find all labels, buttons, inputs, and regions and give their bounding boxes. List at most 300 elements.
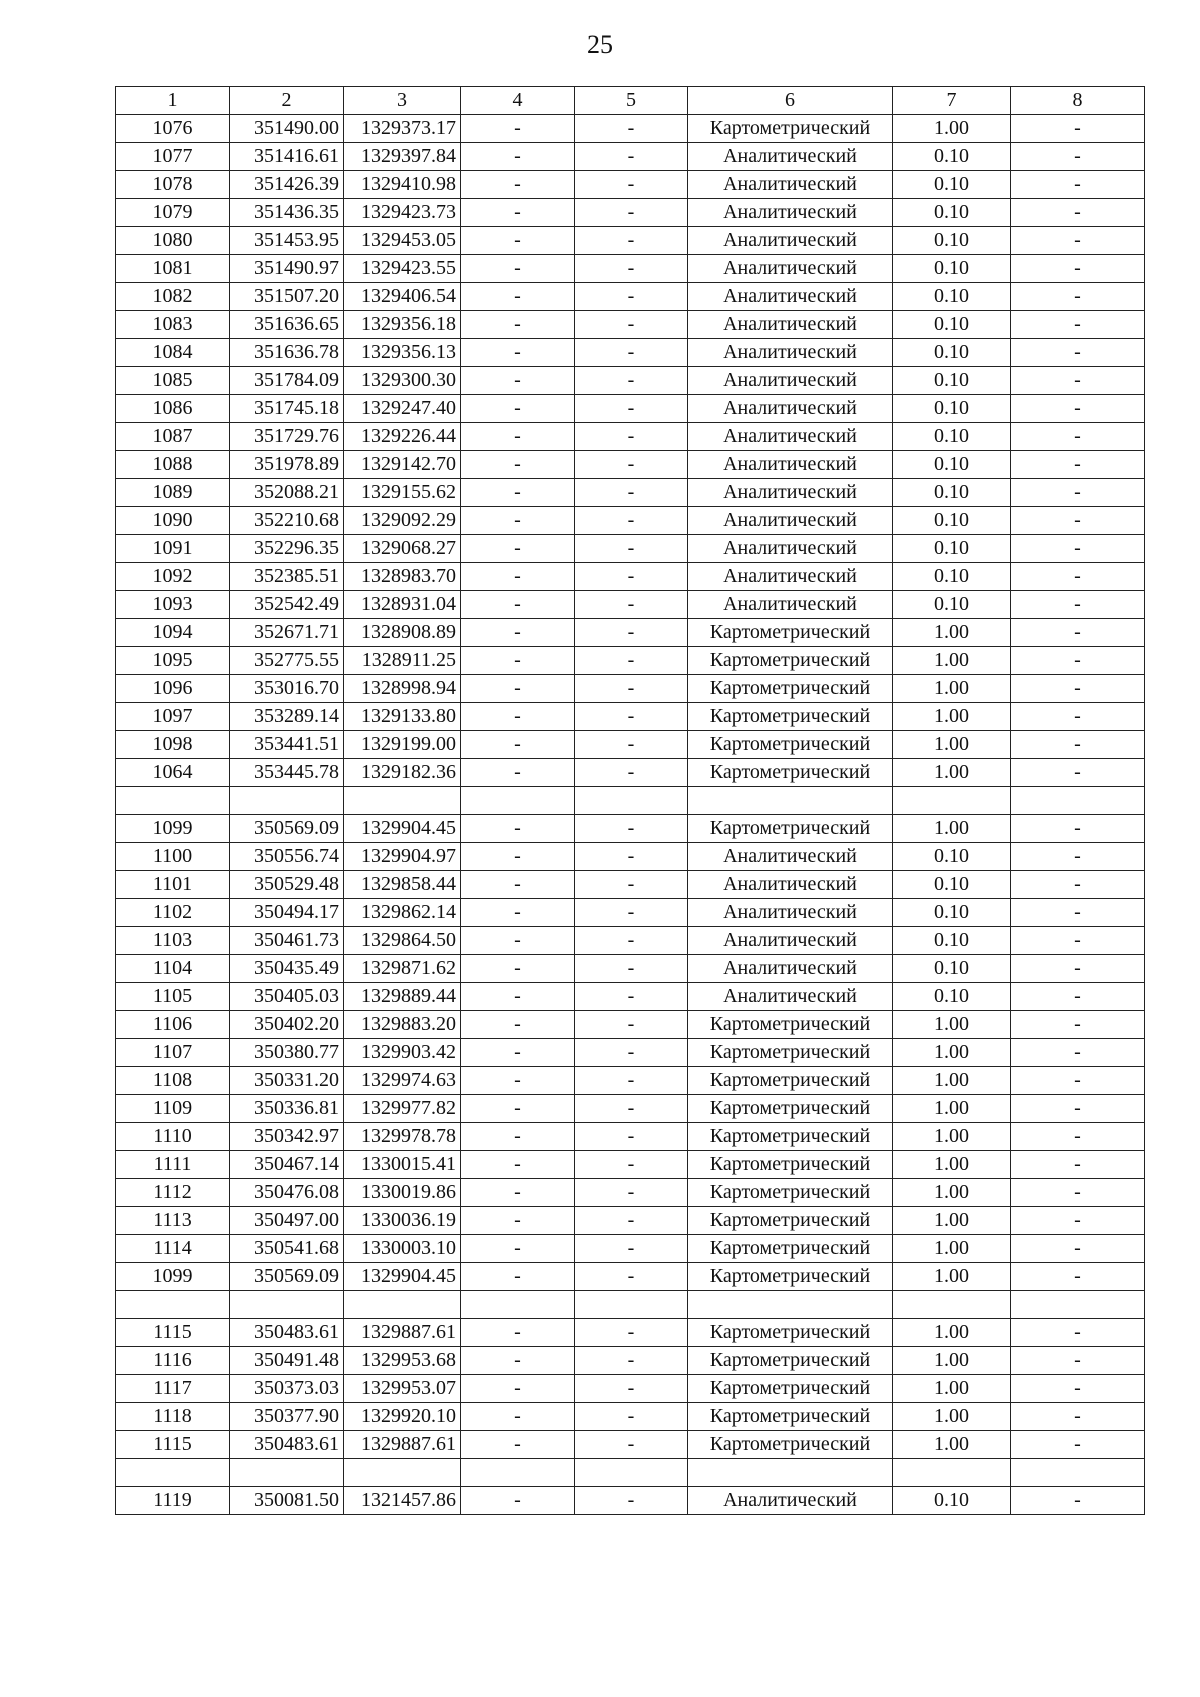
accuracy-cell: 0.10 xyxy=(893,255,1011,283)
x-coordinate-cell: 351490.00 xyxy=(230,115,344,143)
col8-cell: - xyxy=(1011,479,1145,507)
y-coordinate-cell: 1330036.19 xyxy=(344,1207,461,1235)
point-number-cell: 1119 xyxy=(116,1487,230,1515)
column-header: 6 xyxy=(688,87,893,115)
col8-cell: - xyxy=(1011,339,1145,367)
point-number-cell: 1083 xyxy=(116,311,230,339)
col5-cell: - xyxy=(575,927,688,955)
method-cell: Аналитический xyxy=(688,255,893,283)
col5-cell: - xyxy=(575,451,688,479)
col8-cell: - xyxy=(1011,731,1145,759)
x-coordinate-cell: 353289.14 xyxy=(230,703,344,731)
point-number-cell: 1097 xyxy=(116,703,230,731)
table-row xyxy=(116,675,1145,703)
point-number-cell: 1100 xyxy=(116,843,230,871)
col8-cell: - xyxy=(1011,983,1145,1011)
method-cell: Аналитический xyxy=(688,143,893,171)
accuracy-cell: 1.00 xyxy=(893,815,1011,843)
column-header: 7 xyxy=(893,87,1011,115)
accuracy-cell: 1.00 xyxy=(893,1207,1011,1235)
y-coordinate-cell: 1329883.20 xyxy=(344,1011,461,1039)
col5-cell: - xyxy=(575,1403,688,1431)
point-number-cell: 1103 xyxy=(116,927,230,955)
col4-cell xyxy=(461,787,575,815)
table-row xyxy=(116,843,1145,871)
col5-cell: - xyxy=(575,1067,688,1095)
point-number-cell: 1085 xyxy=(116,367,230,395)
point-number-cell: 1079 xyxy=(116,199,230,227)
x-coordinate-cell: 352542.49 xyxy=(230,591,344,619)
col8-cell: - xyxy=(1011,955,1145,983)
accuracy-cell: 1.00 xyxy=(893,1375,1011,1403)
accuracy-cell: 1.00 xyxy=(893,731,1011,759)
point-number-cell: 1101 xyxy=(116,871,230,899)
x-coordinate-cell: 351636.78 xyxy=(230,339,344,367)
col4-cell: - xyxy=(461,1039,575,1067)
y-coordinate-cell: 1329423.55 xyxy=(344,255,461,283)
table-row xyxy=(116,1235,1145,1263)
table-row xyxy=(116,815,1145,843)
point-number-cell: 1115 xyxy=(116,1319,230,1347)
accuracy-cell: 1.00 xyxy=(893,1011,1011,1039)
y-coordinate-cell: 1329373.17 xyxy=(344,115,461,143)
x-coordinate-cell: 352385.51 xyxy=(230,563,344,591)
x-coordinate-cell: 351784.09 xyxy=(230,367,344,395)
point-number-cell: 1092 xyxy=(116,563,230,591)
col5-cell: - xyxy=(575,283,688,311)
accuracy-cell: 0.10 xyxy=(893,983,1011,1011)
col5-cell: - xyxy=(575,703,688,731)
table-row xyxy=(116,451,1145,479)
point-number-cell: 1082 xyxy=(116,283,230,311)
method-cell: Картометрический xyxy=(688,703,893,731)
col4-cell: - xyxy=(461,535,575,563)
col4-cell: - xyxy=(461,395,575,423)
accuracy-cell: 1.00 xyxy=(893,759,1011,787)
col5-cell: - xyxy=(575,1011,688,1039)
y-coordinate-cell: 1329862.14 xyxy=(344,899,461,927)
point-number-cell: 1115 xyxy=(116,1431,230,1459)
col8-cell: - xyxy=(1011,1263,1145,1291)
accuracy-cell: 1.00 xyxy=(893,1235,1011,1263)
method-cell: Аналитический xyxy=(688,227,893,255)
column-header: 2 xyxy=(230,87,344,115)
x-coordinate-cell: 351636.65 xyxy=(230,311,344,339)
table-row xyxy=(116,199,1145,227)
col4-cell: - xyxy=(461,1123,575,1151)
x-coordinate-cell: 350461.73 xyxy=(230,927,344,955)
col5-cell: - xyxy=(575,647,688,675)
method-cell: Аналитический xyxy=(688,199,893,227)
col5-cell xyxy=(575,1291,688,1319)
table-row xyxy=(116,787,1145,815)
col8-cell: - xyxy=(1011,927,1145,955)
point-number-cell: 1077 xyxy=(116,143,230,171)
accuracy-cell: 1.00 xyxy=(893,1431,1011,1459)
point-number-cell: 1094 xyxy=(116,619,230,647)
method-cell: Аналитический xyxy=(688,1487,893,1515)
method-cell: Картометрический xyxy=(688,1319,893,1347)
col8-cell: - xyxy=(1011,1011,1145,1039)
table-row xyxy=(116,955,1145,983)
col4-cell: - xyxy=(461,927,575,955)
table-row xyxy=(116,1151,1145,1179)
col4-cell: - xyxy=(461,1347,575,1375)
y-coordinate-cell: 1329953.07 xyxy=(344,1375,461,1403)
y-coordinate-cell: 1329133.80 xyxy=(344,703,461,731)
accuracy-cell: 1.00 xyxy=(893,1151,1011,1179)
table-row xyxy=(116,703,1145,731)
y-coordinate-cell: 1329887.61 xyxy=(344,1319,461,1347)
method-cell: Аналитический xyxy=(688,983,893,1011)
table-row xyxy=(116,1095,1145,1123)
accuracy-cell: 0.10 xyxy=(893,479,1011,507)
accuracy-cell: 1.00 xyxy=(893,1039,1011,1067)
point-number-cell: 1112 xyxy=(116,1179,230,1207)
col5-cell: - xyxy=(575,479,688,507)
col5-cell: - xyxy=(575,1207,688,1235)
method-cell: Аналитический xyxy=(688,927,893,955)
x-coordinate-cell: 350380.77 xyxy=(230,1039,344,1067)
y-coordinate-cell: 1329871.62 xyxy=(344,955,461,983)
col8-cell: - xyxy=(1011,115,1145,143)
col4-cell: - xyxy=(461,591,575,619)
x-coordinate-cell: 350497.00 xyxy=(230,1207,344,1235)
accuracy-cell: 0.10 xyxy=(893,311,1011,339)
method-cell: Аналитический xyxy=(688,563,893,591)
point-number-cell: 1111 xyxy=(116,1151,230,1179)
method-cell: Аналитический xyxy=(688,171,893,199)
x-coordinate-cell xyxy=(230,1291,344,1319)
method-cell: Аналитический xyxy=(688,479,893,507)
method-cell: Аналитический xyxy=(688,339,893,367)
point-number-cell: 1104 xyxy=(116,955,230,983)
col8-cell: - xyxy=(1011,815,1145,843)
x-coordinate-cell: 350494.17 xyxy=(230,899,344,927)
point-number-cell: 1091 xyxy=(116,535,230,563)
y-coordinate-cell: 1328911.25 xyxy=(344,647,461,675)
table-row xyxy=(116,535,1145,563)
method-cell: Картометрический xyxy=(688,675,893,703)
method-cell: Картометрический xyxy=(688,1067,893,1095)
method-cell: Картометрический xyxy=(688,115,893,143)
point-number-cell: 1114 xyxy=(116,1235,230,1263)
table-row xyxy=(116,591,1145,619)
col4-cell: - xyxy=(461,1207,575,1235)
y-coordinate-cell: 1329356.18 xyxy=(344,311,461,339)
y-coordinate-cell: 1329300.30 xyxy=(344,367,461,395)
x-coordinate-cell: 351436.35 xyxy=(230,199,344,227)
y-coordinate-cell: 1329423.73 xyxy=(344,199,461,227)
method-cell xyxy=(688,1291,893,1319)
table-row xyxy=(116,1067,1145,1095)
x-coordinate-cell: 351490.97 xyxy=(230,255,344,283)
col8-cell: - xyxy=(1011,591,1145,619)
col5-cell: - xyxy=(575,1319,688,1347)
col4-cell: - xyxy=(461,563,575,591)
y-coordinate-cell: 1321457.86 xyxy=(344,1487,461,1515)
method-cell: Аналитический xyxy=(688,843,893,871)
table-row xyxy=(116,899,1145,927)
accuracy-cell: 1.00 xyxy=(893,1179,1011,1207)
x-coordinate-cell: 350476.08 xyxy=(230,1179,344,1207)
accuracy-cell xyxy=(893,1459,1011,1487)
point-number-cell: 1106 xyxy=(116,1011,230,1039)
point-number-cell: 1105 xyxy=(116,983,230,1011)
coordinates-table xyxy=(115,86,1145,1515)
col8-cell: - xyxy=(1011,563,1145,591)
col5-cell: - xyxy=(575,1235,688,1263)
method-cell: Аналитический xyxy=(688,367,893,395)
accuracy-cell: 0.10 xyxy=(893,843,1011,871)
y-coordinate-cell: 1329397.84 xyxy=(344,143,461,171)
x-coordinate-cell: 351729.76 xyxy=(230,423,344,451)
table-row xyxy=(116,1179,1145,1207)
col8-cell: - xyxy=(1011,1431,1145,1459)
method-cell: Картометрический xyxy=(688,1347,893,1375)
x-coordinate-cell: 352296.35 xyxy=(230,535,344,563)
col4-cell: - xyxy=(461,367,575,395)
col5-cell: - xyxy=(575,1487,688,1515)
x-coordinate-cell: 350342.97 xyxy=(230,1123,344,1151)
col8-cell: - xyxy=(1011,1039,1145,1067)
y-coordinate-cell: 1328983.70 xyxy=(344,563,461,591)
x-coordinate-cell: 350569.09 xyxy=(230,815,344,843)
col8-cell: - xyxy=(1011,703,1145,731)
col5-cell: - xyxy=(575,1263,688,1291)
col8-cell: - xyxy=(1011,1123,1145,1151)
point-number-cell: 1107 xyxy=(116,1039,230,1067)
col5-cell: - xyxy=(575,983,688,1011)
y-coordinate-cell: 1329092.29 xyxy=(344,507,461,535)
method-cell: Аналитический xyxy=(688,899,893,927)
point-number-cell xyxy=(116,1291,230,1319)
y-coordinate-cell: 1329182.36 xyxy=(344,759,461,787)
y-coordinate-cell: 1330019.86 xyxy=(344,1179,461,1207)
accuracy-cell: 0.10 xyxy=(893,871,1011,899)
col5-cell: - xyxy=(575,1347,688,1375)
table-row xyxy=(116,1431,1145,1459)
accuracy-cell: 1.00 xyxy=(893,1095,1011,1123)
accuracy-cell: 1.00 xyxy=(893,1263,1011,1291)
col4-cell xyxy=(461,1459,575,1487)
table-row xyxy=(116,1319,1145,1347)
column-header: 4 xyxy=(461,87,575,115)
table-row xyxy=(116,255,1145,283)
method-cell: Аналитический xyxy=(688,451,893,479)
y-coordinate-cell: 1329858.44 xyxy=(344,871,461,899)
col4-cell: - xyxy=(461,1431,575,1459)
point-number-cell: 1096 xyxy=(116,675,230,703)
col8-cell: - xyxy=(1011,1375,1145,1403)
point-number-cell: 1099 xyxy=(116,1263,230,1291)
col5-cell: - xyxy=(575,1375,688,1403)
x-coordinate-cell xyxy=(230,1459,344,1487)
method-cell: Аналитический xyxy=(688,423,893,451)
method-cell: Картометрический xyxy=(688,1095,893,1123)
col5-cell: - xyxy=(575,1123,688,1151)
col5-cell: - xyxy=(575,143,688,171)
accuracy-cell: 0.10 xyxy=(893,171,1011,199)
point-number-cell: 1109 xyxy=(116,1095,230,1123)
table-row xyxy=(116,339,1145,367)
y-coordinate-cell: 1330015.41 xyxy=(344,1151,461,1179)
col5-cell: - xyxy=(575,591,688,619)
accuracy-cell: 1.00 xyxy=(893,1347,1011,1375)
y-coordinate-cell: 1329887.61 xyxy=(344,1431,461,1459)
col4-cell: - xyxy=(461,423,575,451)
method-cell: Картометрический xyxy=(688,647,893,675)
accuracy-cell: 0.10 xyxy=(893,955,1011,983)
table-row xyxy=(116,1375,1145,1403)
accuracy-cell: 0.10 xyxy=(893,563,1011,591)
col8-cell: - xyxy=(1011,1179,1145,1207)
col8-cell: - xyxy=(1011,647,1145,675)
x-coordinate-cell: 351745.18 xyxy=(230,395,344,423)
y-coordinate-cell: 1329904.97 xyxy=(344,843,461,871)
table-row xyxy=(116,1403,1145,1431)
col5-cell: - xyxy=(575,815,688,843)
y-coordinate-cell: 1329410.98 xyxy=(344,171,461,199)
x-coordinate-cell: 350569.09 xyxy=(230,1263,344,1291)
table-row xyxy=(116,983,1145,1011)
x-coordinate-cell: 350556.74 xyxy=(230,843,344,871)
col8-cell: - xyxy=(1011,199,1145,227)
method-cell: Аналитический xyxy=(688,591,893,619)
col8-cell xyxy=(1011,1291,1145,1319)
col8-cell: - xyxy=(1011,1067,1145,1095)
accuracy-cell: 0.10 xyxy=(893,507,1011,535)
col4-cell: - xyxy=(461,451,575,479)
col8-cell: - xyxy=(1011,899,1145,927)
col5-cell: - xyxy=(575,115,688,143)
accuracy-cell xyxy=(893,787,1011,815)
col5-cell xyxy=(575,1459,688,1487)
accuracy-cell xyxy=(893,1291,1011,1319)
x-coordinate-cell: 351416.61 xyxy=(230,143,344,171)
col8-cell: - xyxy=(1011,507,1145,535)
point-number-cell: 1110 xyxy=(116,1123,230,1151)
col8-cell: - xyxy=(1011,451,1145,479)
method-cell xyxy=(688,1459,893,1487)
col8-cell: - xyxy=(1011,535,1145,563)
x-coordinate-cell: 350541.68 xyxy=(230,1235,344,1263)
col5-cell: - xyxy=(575,871,688,899)
x-coordinate-cell: 350483.61 xyxy=(230,1319,344,1347)
y-coordinate-cell xyxy=(344,1459,461,1487)
point-number-cell: 1089 xyxy=(116,479,230,507)
table-row xyxy=(116,479,1145,507)
y-coordinate-cell: 1329155.62 xyxy=(344,479,461,507)
col4-cell: - xyxy=(461,1095,575,1123)
table-row xyxy=(116,507,1145,535)
y-coordinate-cell: 1329199.00 xyxy=(344,731,461,759)
table-row xyxy=(116,1487,1145,1515)
point-number-cell: 1116 xyxy=(116,1347,230,1375)
page-number: 25 xyxy=(587,30,613,59)
table-row xyxy=(116,927,1145,955)
y-coordinate-cell: 1328998.94 xyxy=(344,675,461,703)
method-cell: Картометрический xyxy=(688,1151,893,1179)
col5-cell: - xyxy=(575,843,688,871)
table-row xyxy=(116,563,1145,591)
col8-cell: - xyxy=(1011,871,1145,899)
method-cell: Аналитический xyxy=(688,395,893,423)
y-coordinate-cell: 1329889.44 xyxy=(344,983,461,1011)
col5-cell: - xyxy=(575,367,688,395)
accuracy-cell: 1.00 xyxy=(893,1067,1011,1095)
point-number-cell: 1078 xyxy=(116,171,230,199)
col8-cell: - xyxy=(1011,1207,1145,1235)
col4-cell: - xyxy=(461,899,575,927)
col5-cell: - xyxy=(575,171,688,199)
col8-cell: - xyxy=(1011,143,1145,171)
column-header: 1 xyxy=(116,87,230,115)
accuracy-cell: 0.10 xyxy=(893,927,1011,955)
col8-cell: - xyxy=(1011,759,1145,787)
point-number-cell: 1086 xyxy=(116,395,230,423)
col4-cell: - xyxy=(461,283,575,311)
method-cell: Картометрический xyxy=(688,1179,893,1207)
col4-cell: - xyxy=(461,255,575,283)
accuracy-cell: 1.00 xyxy=(893,619,1011,647)
y-coordinate-cell: 1328908.89 xyxy=(344,619,461,647)
table-row xyxy=(116,1291,1145,1319)
x-coordinate-cell: 353441.51 xyxy=(230,731,344,759)
y-coordinate-cell: 1330003.10 xyxy=(344,1235,461,1263)
col4-cell: - xyxy=(461,675,575,703)
accuracy-cell: 0.10 xyxy=(893,423,1011,451)
table-row xyxy=(116,1459,1145,1487)
col8-cell: - xyxy=(1011,255,1145,283)
col5-cell: - xyxy=(575,675,688,703)
point-number-cell: 1095 xyxy=(116,647,230,675)
col4-cell: - xyxy=(461,871,575,899)
table-row xyxy=(116,227,1145,255)
table-body xyxy=(116,115,1145,1515)
col4-cell xyxy=(461,1291,575,1319)
x-coordinate-cell: 351426.39 xyxy=(230,171,344,199)
col5-cell: - xyxy=(575,563,688,591)
col4-cell: - xyxy=(461,143,575,171)
table-row xyxy=(116,367,1145,395)
col5-cell: - xyxy=(575,955,688,983)
y-coordinate-cell: 1329904.45 xyxy=(344,815,461,843)
table-row xyxy=(116,759,1145,787)
col8-cell: - xyxy=(1011,1235,1145,1263)
table-row xyxy=(116,423,1145,451)
point-number-cell: 1117 xyxy=(116,1375,230,1403)
table-row xyxy=(116,1207,1145,1235)
col8-cell: - xyxy=(1011,1319,1145,1347)
accuracy-cell: 0.10 xyxy=(893,199,1011,227)
col4-cell: - xyxy=(461,1179,575,1207)
col8-cell: - xyxy=(1011,311,1145,339)
col4-cell: - xyxy=(461,339,575,367)
col8-cell: - xyxy=(1011,1403,1145,1431)
method-cell: Картометрический xyxy=(688,1403,893,1431)
col4-cell: - xyxy=(461,815,575,843)
col4-cell: - xyxy=(461,479,575,507)
col5-cell: - xyxy=(575,311,688,339)
y-coordinate-cell: 1329978.78 xyxy=(344,1123,461,1151)
col4-cell: - xyxy=(461,227,575,255)
y-coordinate-cell: 1329864.50 xyxy=(344,927,461,955)
point-number-cell: 1099 xyxy=(116,815,230,843)
x-coordinate-cell: 353016.70 xyxy=(230,675,344,703)
col8-cell: - xyxy=(1011,283,1145,311)
accuracy-cell: 0.10 xyxy=(893,899,1011,927)
